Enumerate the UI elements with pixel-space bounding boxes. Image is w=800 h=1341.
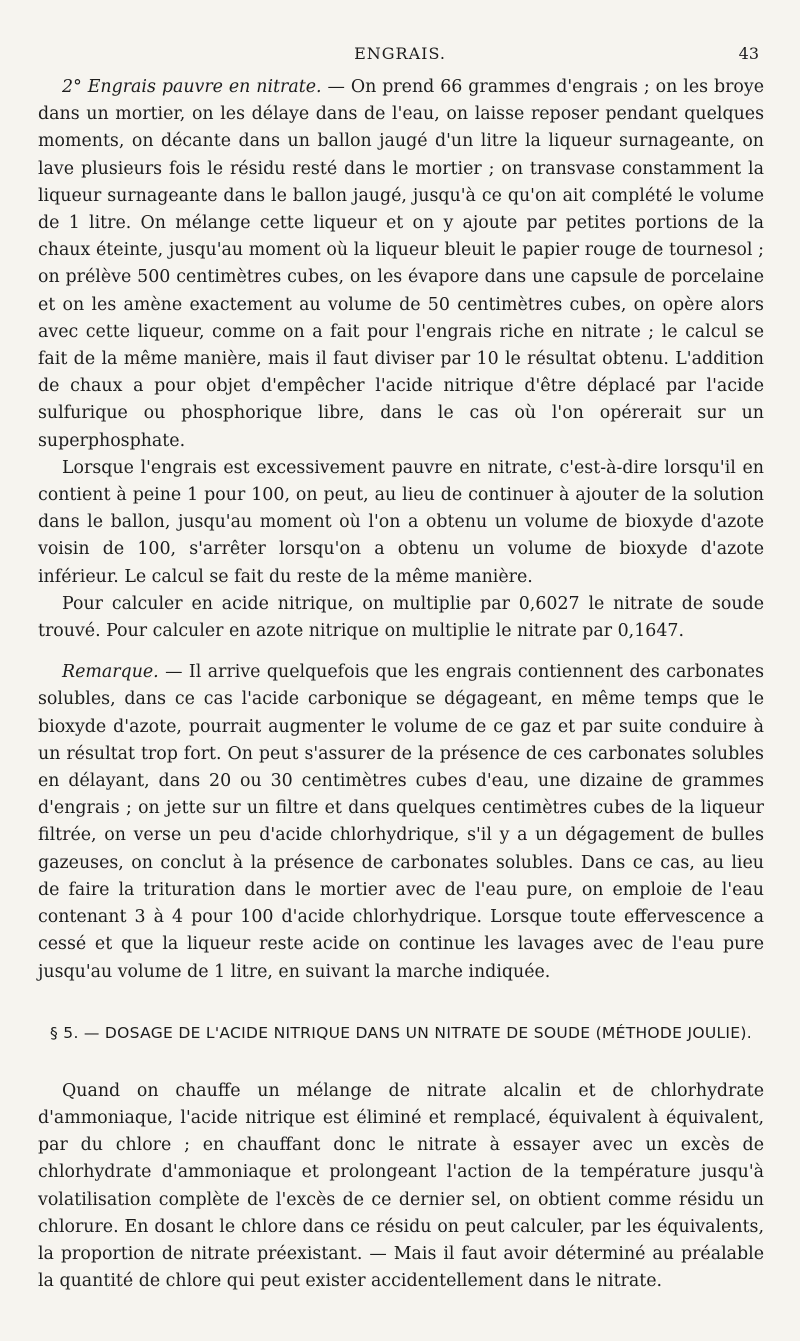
paragraph-text: — On prend 66 grammes d'engrais ; on les broye dans un mortier, on les délaye dans de l'eau, on laisse reposer pendant quelques moments, on décante dans un ballon jaugé d'un litre la liqueur surnageante, on lave plusieurs fois le résidu resté dans le mortier ; on transvase constamment la liqueur surnageante dans le ballon jaugé, jusqu'à ce qu'on ait complété le volume de 1 litre. On mélange cette liqueur et on y ajoute par petites portions de la chaux éteinte, jusqu'au moment où la liqueur bleuit le papier rouge de tournesol ; on prélève 500 centimètres cubes, on les évapore dans une capsule de porcelaine et on les amène exactement au volume de 50 centimètres cubes, on opère alors avec cette liqueur, comme on a fait pour l'engrais riche en nitrate ; le calcul se fait de la même manière, mais il faut diviser par 10 le résultat obtenu. L'addition de chaux a pour objet d'empêcher l'acide nitrique d'être déplacé par l'acide sulfurique ou phosphorique libre, dans le cas où l'on opérerait sur un superphosphate. (38, 77, 764, 451)
remarque-label: Remarque. (62, 662, 159, 683)
page-header (0, 44, 800, 74)
paragraph-excessivement-pauvre: Lorsque l'engrais est excessivement pauvre en nitrate, c'est-à-dire lorsqu'il en contient à peine 1 pour 100, on peut, au lieu de continuer à ajouter de la solution dans le ballon, jusqu'au moment où l'on a obtenu un volume de bioxyde d'azote voisin de 100, s'arrêter lorsqu'on a obtenu un volume de bioxyde d'azote inférieur. Le calcul se fait du reste de la même manière. (38, 457, 764, 587)
paragraph-remarque (38, 659, 764, 985)
paragraph-calcul-acide-nitrique: Pour calculer en acide nitrique, on multiplie par 0,6027 le nitrate de soude trouvé. Pour calculer en azote nitrique on multiplie le nitrate par 0,1647. (38, 593, 764, 642)
paragraph-methode-joulie: Quand on chauffe un mélange de nitrate alcalin et de chlorhydrate d'ammoniaque, l'acide nitrique est éliminé et remplacé, équivalent à équivalent, par du chlore ; en chauffant donc le nitrate à essayer avec un excès de chlorhydrate d'ammoniaque et prolongeant l'action de la température jusqu'à volatilisation complète de l'excès de ce dernier sel, on obtient comme résidu un chlorure. En dosant le chlore dans ce résidu on peut calculer, par les équivalents, la proportion de nitrate préexistant. — Mais il faut avoir déterminé au préalable la quantité de chlore qui peut exister accidentellement dans le nitrate. (38, 1080, 764, 1292)
paragraph-lead-italic: 2° Engrais pauvre en nitrate. (62, 77, 322, 97)
section-heading: § 5. — DOSAGE DE L'ACIDE NITRIQUE DANS UN NITRATE DE SOUDE (MÉTHODE JOULIE). (50, 1023, 752, 1042)
page-number: 43 (738, 44, 759, 63)
paragraph-engrais-pauvre (38, 74, 764, 455)
paragraph-text: — Il arrive quelquefois que les engrais contiennent des carbonates solubles, dans ce cas l'acide carbonique se dégageant, en même temps que le bioxyde d'azote, pourrait augmenter le volume de ce gaz et par suite conduire à un résultat trop fort. On peut s'assurer de la présence de ces carbonates solubles en délayant, dans 20 ou 30 centimètres cubes d'eau, une dizaine de grammes d'engrais ; on jette sur un filtre et dans quelques centimètres cubes de la liqueur filtrée, on verse un peu d'acide chlorhydrique, s'il y a un dégagement de bulles gazeuses, on conclut à la présence de carbonates solubles. Dans ce cas, au lieu de faire la trituration dans le mortier avec de l'eau pure, on emploie de l'eau contenant 3 à 4 pour 100 d'acide chlorhydrique. Lorsque toute effervescence a cessé et que la liqueur reste acide on continue les lavages avec de l'eau pure jusqu'au volume de 1 litre, en suivant la marche indiquée. (38, 662, 764, 982)
running-title: ENGRAIS. (354, 44, 446, 63)
page-body (38, 74, 764, 1295)
